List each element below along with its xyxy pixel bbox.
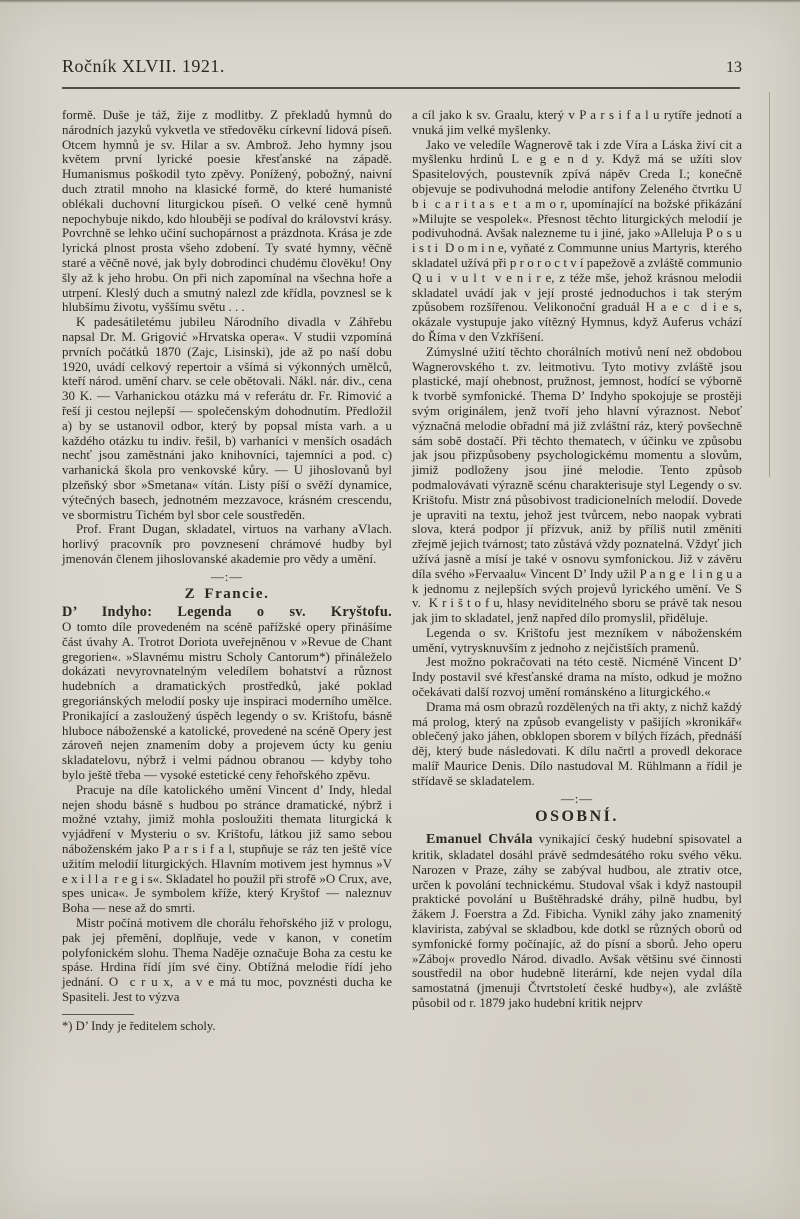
scan-edge-top bbox=[0, 0, 800, 3]
paragraph-text: Prof. Frant Dugan, skladatel, virtuos na varhany a horlivý pracovník pro povznesení chrámové hudby byl jmenován členem jihoslovanské akademie pro vědy a umění. bbox=[62, 522, 392, 566]
paragraph: Jest možno pokračovati na této cestě. Nicméně Vincent D’ Indy postavil své křesťanské drama na místo, odkud je možno očekávati další rozvoj umění románskéno a liturgického.« bbox=[412, 655, 742, 700]
paragraph: K padesátiletému jubileu Národního divadla v Záhřebu napsal Dr. M. Grigović »Hrvatska opera«. V studii vzpomíná prvních počátků 1870 (Zajc, Lisinski), jde až po naší dobu 1920, uvádí celkový repertoir a všímá si výkonných umělců, kteří národ. umění charv. se cele obětovali. Nákl. nár. div., cena 30 K. — Varhanickou otázku má v referátu dr. Fr. Rimović a řeší ji cestou nejlepší — společenským dohodnutím. Předložil a) by se ustanovil odbor, který by popsal místa varh. a u každého otázku tu indiv. řešil, b) varhaníci v menších osadách nechť jsou zaměstnáni jako knihovníci, tajemníci a pod. c) varhanická škola pro venkovské kůry. — U jihoslovanů byl plzeňský sbor »Smetana« vítán. Listy píší o svěží dynamice, výtečných basech, jednotném mezzavoce, krásném crescendu, ve sbormistru Tichém byl sbor cele soustředěn. bbox=[62, 315, 392, 522]
paragraph: Mistr počíná motivem dle chorálu řehořského již v prologu, pak jej přemění, doplňuje, vede v kanon, v conetím polyfonickém slohu. Thema Naděje označuje Boha za cestu ke spáse. Hrdina řídí jím své činy. Obtížná melodie řídí jeho jednání. O c r u x, a v e má tu moc, povznésti ducha ke Spasiteli. Jest to výzva bbox=[62, 916, 392, 1005]
paragraph: Jako ve veledíle Wagnerově tak i zde Víra a Láska živí cit a myšlenku hrdinů L e g e n d y. Když má se užíti slov Spasitelových, poustevník zpívá nápěv Creda I.; konečně objevuje se podivuhodná melodie antifony Zeleného čtvrtku U b i c a r i t a s e t a m o r, upomínající na božské přikázání »Milujte se vespolek«. Přesnost těchto liturgických melodií je podivuhodná. Avšak nalezneme tu i jiné, jako »Alleluja P o s u i s t i D o m i n e, vyňaté z Communne unius Martyris, kterého skladatel užívá při p r o r o c t v í papežově a zvláště communio Q u i v u l t v e n i r e, z téže mše, jehož krásnou melodii skladatel uvádí jak v její prosté jednoduchos i tak sterým způsobem rozšířenou. Velikonoční graduál H a e c d i e s, okázale vystupuje jako vítězný Hymnus, když Auferus vchází do Říma v den Vzkříšení. bbox=[412, 137, 742, 344]
paragraph: formě. Duše je táž, žije z modlitby. Z překladů hymnů do národních jazyků vykvetla ve středověku církevní lidová píseň. Otcem hymnů je sv. Hilar a sv. Ambrož. Jeho hymny jsou květem první lyrické poesie křesťanské na západě. Humanismus poškodil tyto zpěvy. Ponížený, pobožný, naivní duch ztratil mnoho na klasické formě, do které humanisté oblékali duchovní liturgickou píseň. O velké ceně hymnů nepochybuje nikdo, kdo hlouběji se podíval do království krásy. Povrchně se lehko učiní suchopárnost a prázdnota. Krása je zde lyrická plnost prosta všeho zdobení. Ty svaté hymny, věčně staré a věčně nové, jak byly dobrodinci chudému člověku! Ony šly až k jeho hrobu. On při nich zapomínal na všechna hoře a utrpení. Kleslý duch a smutný nalezl zde křídla, povznesl se k hlubšímu životu, vyššímu světu . . . bbox=[62, 108, 392, 315]
footnote-text: *) D’ Indy je ředitelem scholy. bbox=[62, 1018, 216, 1033]
right-column bbox=[412, 108, 742, 1034]
paragraph-text: O tomto díle provedeném na scéně pařížské opery přinášíme část úvahy A. Trotrot Doriota uveřejněnou v »Revue de Chant gregorien«. »Slavnému mistru Scholy Cantorum*) přináleželo dokázati nevyrovnatelným veledílem bohatství a různost hudebních a dramatických prostředků, jaké poklad gregoriánských melodií posky uje inspiraci moderního umělce. Pronikající a zasloužený úspěch legendy o sv. Krištofu, básně hluboce náboženské a katolické, provedené na scéně Opery jest zároveň nejen znamením doby a projevem úcty ku geniu skladatelovu, nýbrž i velmi pádnou obranou — kdyby toho bylo ještě třeba — vysoké estetické ceny řehořského zpěvu. bbox=[62, 620, 392, 783]
section-heading-france: Z Francie. bbox=[184, 585, 270, 602]
section-heading-personal: OSOBNÍ. bbox=[535, 808, 619, 826]
left-column bbox=[62, 108, 392, 1034]
header-rule bbox=[62, 87, 740, 89]
person-name-lead: Emanuel Chvála bbox=[426, 832, 533, 848]
footnote bbox=[62, 1014, 392, 1034]
footnote-rule bbox=[62, 1014, 134, 1015]
author-signature: Vlach. bbox=[357, 522, 392, 537]
paragraph: Legenda o sv. Krištofu jest mezníkem v náboženském umění, vytrysknuvším z jednoho z nejčistších pramenů. bbox=[412, 625, 742, 655]
paragraph: a cíl jako k sv. Graalu, který v P a r s i f a l u rytíře jednotí a vnuká jim velké myšlenky. bbox=[412, 108, 742, 137]
paragraph: Drama má osm obrazů rozdělených na tři akty, z nichž každý má prolog, který na způsob evangelisty v pašijích »kronikář« oblečený jako jáhen, obklopen sborem v bílých řízách, přednáší děj, který bude následovati. K dílu načrtl a provedl dekorace malíř Maurice Denis. Dílo nastudoval M. Rühlmann a řídil je střídavě se skladatelem. bbox=[412, 699, 742, 788]
article-body bbox=[62, 108, 742, 1034]
article-run-in-title: D’ Indyho: Legenda o sv. Kryštofu. bbox=[62, 604, 392, 621]
paragraph: Pracuje na díle katolického umění Vincent d’ Indy, hledal nejen shodu básně s hudbou po stránce dramatické, nýbrž i možné vztahy, jimiž mohla posloužiti themata liturgická k vyjádření v Mysteriu o sv. Krištofu, látkou již samo sebou náboženském jako P a r s i f a l, stupňuje se ráz ten ještě více užitím melodií liturgických. Hlavním motivem jest hymnus »V e x i l l a r e g i s«. Skladatel ho použil při strofě »O Crux, ave, spes unica«. Je symbolem kříže, který Kryštof — naleznuv Boha — nese až do smrti. bbox=[62, 782, 392, 916]
paragraph-text: vynikající český hudební spisovatel a kritik, skladatel dosáhl právě sedmdesátého roku svého věku. Narozen v Praze, záhy se zabýval hudbou, ale ztrativ otce, určen k povolání technickému. Studoval však i když nastoupil praktické povolání u Buštěhradské dráhy, pilně hudbu, byl žákem J. Foerstra a Zd. Fibicha. Vynikl záhy jako znamenitý klavirista, zabýval se skladbou, kde dotkl se různých oborů od symfonické formy počínajíc, až do písní a sborů. Jeho operu »Záboj« provedlo Národ. divadlo. Avšak většinu své činnosti soustředil na obor hudebně literární, kde nejen vydal díla samostatná (jmenuji Čtvrtstoletí české hudby«), ale zvláště působil od r. 1879 jako hudební kritik nejprv bbox=[412, 832, 742, 1011]
paragraph bbox=[412, 832, 742, 1011]
scan-artifact-line bbox=[769, 92, 770, 477]
paragraph: Zúmyslné užití těchto chorálních motivů není než obdobou Wagnerovského t. zv. leitmotivu. Tyto motivy zvláště jsou plastické, mají ohebnost, pružnost, jemnost, hodící se výborně k tvorbě symfonické. Thema D’ Indyho spokojuje se prostěji svým originálem, jenž tvoří jeho hlavní výraznost. Neboť význačná melodie obřadní má již zvláštní ráz, který povšechně sám sobě dostačí. Při těchto thematech, v účinku ve způsobu jak jsou přizpůsobeny psychologickému momentu a slovům, jimiž podloženy jsou jiné melodie. Tento způsob podmalovávati výrazně scénu charakterisuje styl Legendy o sv. Krištofu. Mistr zná působivost tradicionelních melodií. Dovede je upraviti na textu, jehož jest tvůrcem, nebo naopak vybrati slova, která podpor jí přízvuk, aniž by příliš nutil změniti zřejmě jejich tvárnost; tato zůstává vždy poznatelná. Vždyť jich užívá jasně a mísí je také v osnovu symfonickou. Již v závěru díla svého »Fervaalu« Vincent D’ Indy užil P a n g e l i n g u a k jednomu z nejlepších svých projevů lyrického umění. Ve S v. K r i š t o f u, hlasy neviditelného sboru se právě tak nesou jak jim to skladatel, jenž napřed dílo promyslil, přiděluje. bbox=[412, 344, 742, 626]
paragraph bbox=[62, 605, 392, 783]
page-header bbox=[62, 56, 742, 77]
paragraph bbox=[62, 522, 392, 566]
section-divider: —:— bbox=[210, 569, 244, 584]
section-divider: —:— bbox=[560, 791, 594, 806]
page-number: 13 bbox=[726, 59, 742, 76]
volume-label: Ročník XLVII. 1921. bbox=[62, 56, 225, 76]
